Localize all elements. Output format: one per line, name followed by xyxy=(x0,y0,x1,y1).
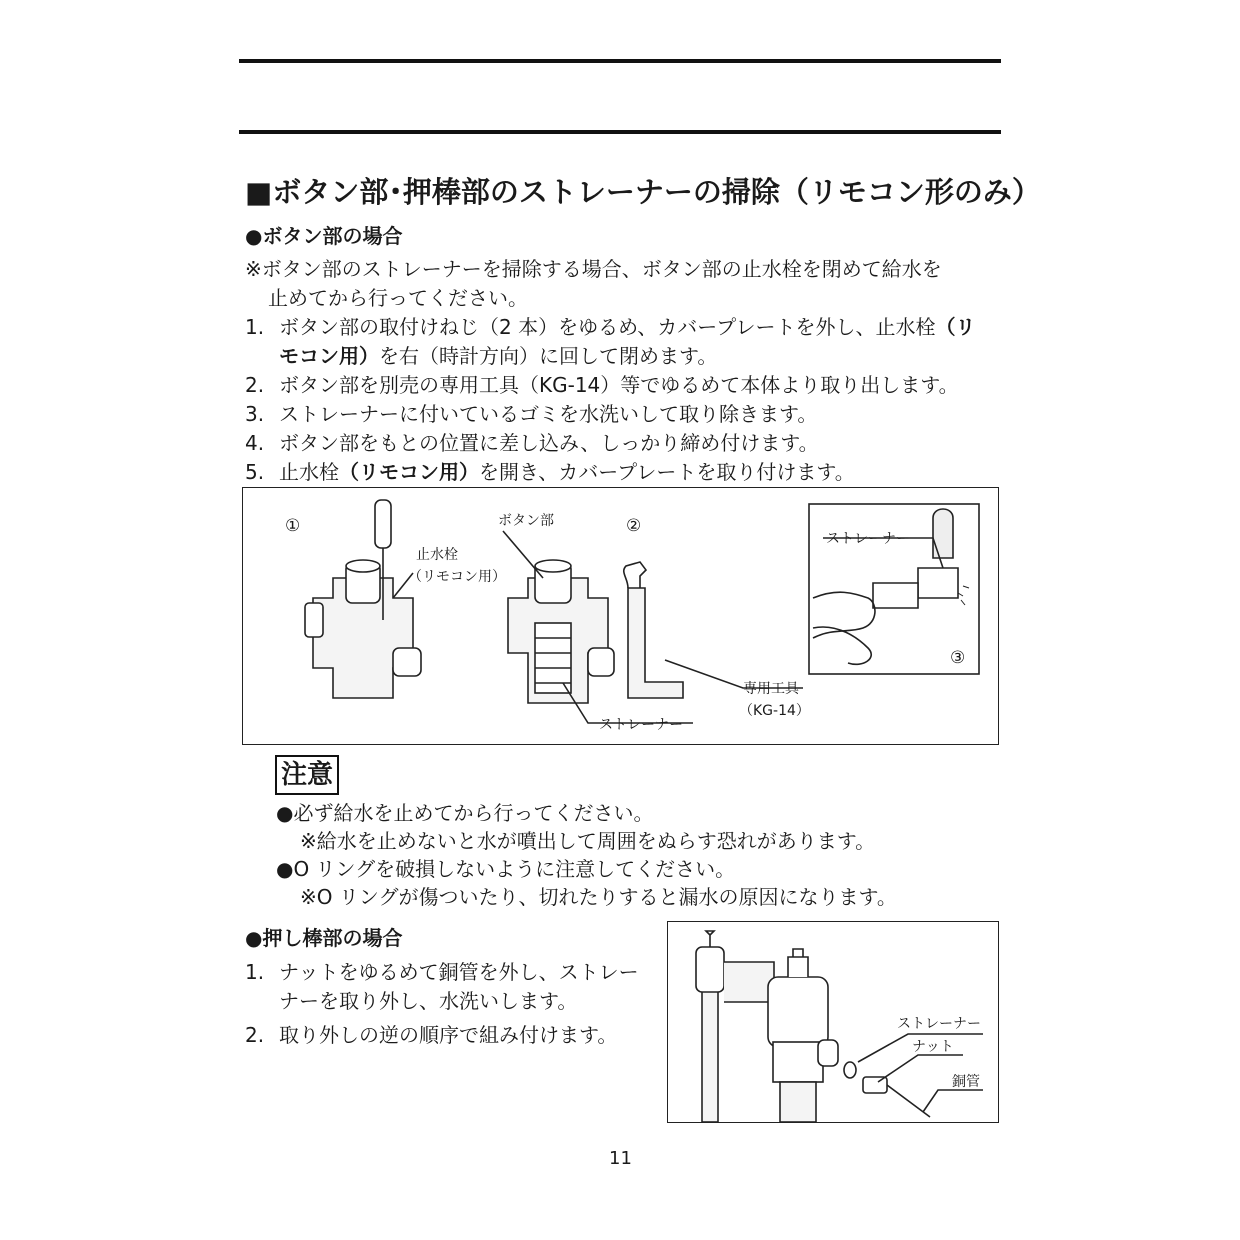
figure-button-strainer-drawing xyxy=(243,488,998,744)
stop-valve-sub-label: （リモコン用） xyxy=(408,569,506,585)
push-step-2: 2. 取り外しの逆の順序で組み付けます。 xyxy=(245,1023,618,1047)
tool-code-label: （KG-14） xyxy=(739,703,810,719)
step-3-marker: ③ xyxy=(950,648,966,668)
button-case-note-line2: 止めてから行ってください。 xyxy=(268,286,528,310)
tool-label: 専用工具 xyxy=(743,681,799,697)
stop-valve-label: 止水栓 xyxy=(416,547,458,563)
section-title: ■ボタン部･押棒部のストレーナーの掃除（リモコン形のみ） xyxy=(245,175,1041,209)
caution-title: 注意 xyxy=(275,755,339,795)
step-2-marker: ② xyxy=(626,516,642,536)
caution-item-1: ●必ず給水を止めてから行ってください。 xyxy=(276,801,654,825)
strainer-label-2: ストレーナー xyxy=(826,531,910,547)
step-4: 4. ボタン部をもとの位置に差し込み、しっかり締め付けます。 xyxy=(245,431,819,455)
figure-push-rod-strainer xyxy=(667,921,999,1123)
strainer-label-3: ストレーナー xyxy=(897,1016,981,1032)
top-rule xyxy=(239,59,1001,63)
page-number: 11 xyxy=(609,1148,632,1169)
button-case-heading: ●ボタン部の場合 xyxy=(245,224,403,248)
caution-item-2-note: ※O リングが傷ついたり、切れたりすると漏水の原因になります。 xyxy=(300,885,897,909)
button-case-note-line1: ※ボタン部のストレーナーを掃除する場合、ボタン部の止水栓を閉めて給水を xyxy=(245,257,942,281)
step-1-line2: モコン用）を右（時計方向）に回して閉めます。 xyxy=(279,344,718,368)
step-3: 3. ストレーナーに付いているゴミを水洗いして取り除きます。 xyxy=(245,402,818,426)
step-1-line1: 1. ボタン部の取付けねじ（2 本）をゆるめ、カバープレートを外し、止水栓（リ xyxy=(245,315,976,339)
push-step-1-line2: ナーを取り外し、水洗いします。 xyxy=(279,989,578,1013)
push-case-heading: ●押し棒部の場合 xyxy=(245,926,403,950)
button-part-label: ボタン部 xyxy=(498,513,554,529)
copper-pipe-label: 銅管 xyxy=(952,1074,980,1090)
step-2: 2. ボタン部を別売の専用工具（KG-14）等でゆるめて本体より取り出します。 xyxy=(245,373,959,397)
step-5: 5. 止水栓（リモコン用）を開き、カバープレートを取り付けます。 xyxy=(245,460,855,484)
strainer-label-1: ストレーナー xyxy=(599,717,683,733)
figure-button-strainer xyxy=(242,487,999,745)
push-step-1-line1: 1. ナットをゆるめて銅管を外し、ストレー xyxy=(245,960,639,984)
caution-item-1-note: ※給水を止めないと水が噴出して周囲をぬらす恐れがあります。 xyxy=(300,829,876,853)
nut-label: ナット xyxy=(912,1039,954,1055)
step-1-marker: ① xyxy=(285,516,301,536)
caution-item-2: ●O リングを破損しないように注意してください。 xyxy=(276,857,736,881)
header-rule xyxy=(239,130,1001,134)
